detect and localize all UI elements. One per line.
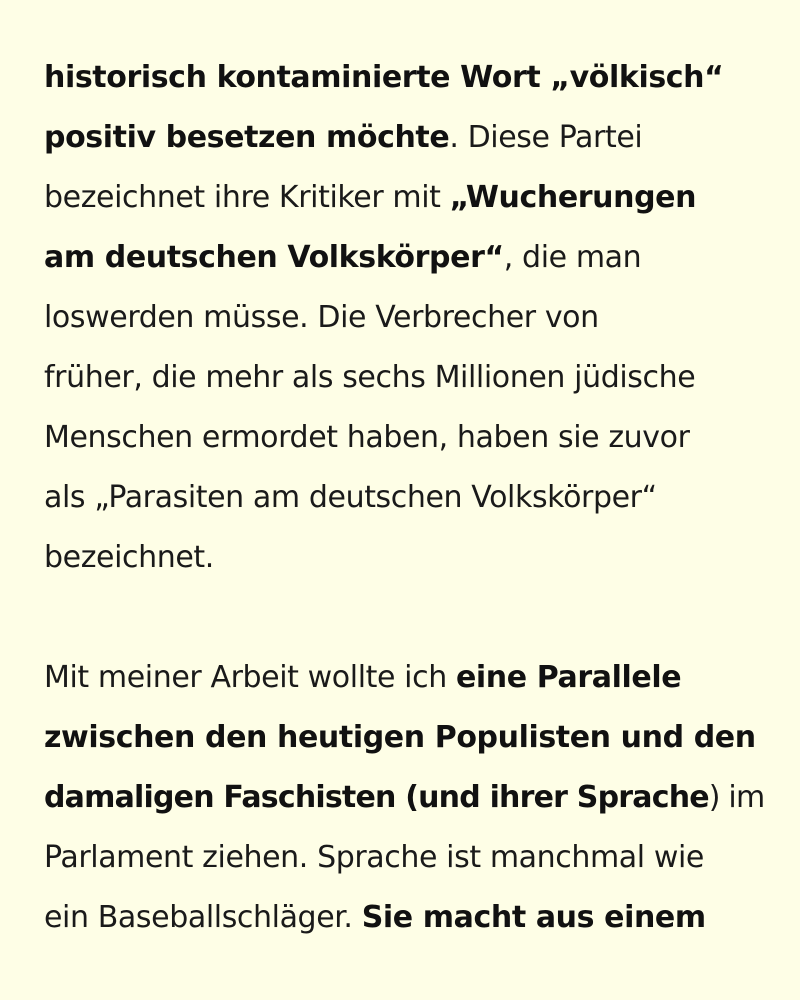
text-line <box>44 168 764 228</box>
text-line <box>44 408 764 468</box>
emphasized-text: positiv besetzen möchte <box>44 120 450 155</box>
body-text: . Diese Partei <box>449 120 643 155</box>
text-line <box>44 768 764 828</box>
body-text: als „Parasiten am deutschen Volkskörper“ <box>44 480 657 515</box>
emphasized-text: eine Parallele <box>455 660 682 695</box>
article-body <box>44 48 764 948</box>
emphasized-text: Sie macht aus einem <box>361 900 706 935</box>
article-paragraph <box>44 48 764 588</box>
body-text: früher, die mehr als sechs Millionen jüdische <box>44 360 696 395</box>
text-line <box>44 468 764 528</box>
text-line <box>44 528 764 588</box>
body-text: bezeichnet ihre Kritiker mit <box>44 180 450 215</box>
text-line <box>44 348 764 408</box>
emphasized-text: historisch kontaminierte Wort „völkisch“ <box>44 60 724 95</box>
body-text: Parlament ziehen. Sprache ist manchmal wie <box>44 840 704 875</box>
text-line <box>44 708 764 768</box>
body-text: ein Baseballschläger. <box>44 900 362 935</box>
text-line <box>44 228 764 288</box>
body-text: ) im <box>708 780 765 815</box>
body-text: Mit meiner Arbeit wollte ich <box>44 660 456 695</box>
body-text: , die man <box>503 240 642 275</box>
body-text: bezeichnet. <box>44 540 214 575</box>
emphasized-text: „Wucherungen <box>449 180 697 215</box>
text-line <box>44 828 764 888</box>
text-line <box>44 288 764 348</box>
article-paragraph <box>44 648 764 948</box>
emphasized-text: damaligen Faschisten (und ihrer Sprache <box>44 780 709 815</box>
text-line <box>44 648 764 708</box>
text-line <box>44 108 764 168</box>
emphasized-text: am deutschen Volkskörper“ <box>44 240 504 275</box>
body-text: Menschen ermordet haben, haben sie zuvor <box>44 420 690 455</box>
body-text: loswerden müsse. Die Verbrecher von <box>44 300 599 335</box>
text-line <box>44 48 764 108</box>
text-line <box>44 888 764 948</box>
emphasized-text: zwischen den heutigen Populisten und den <box>44 720 756 755</box>
